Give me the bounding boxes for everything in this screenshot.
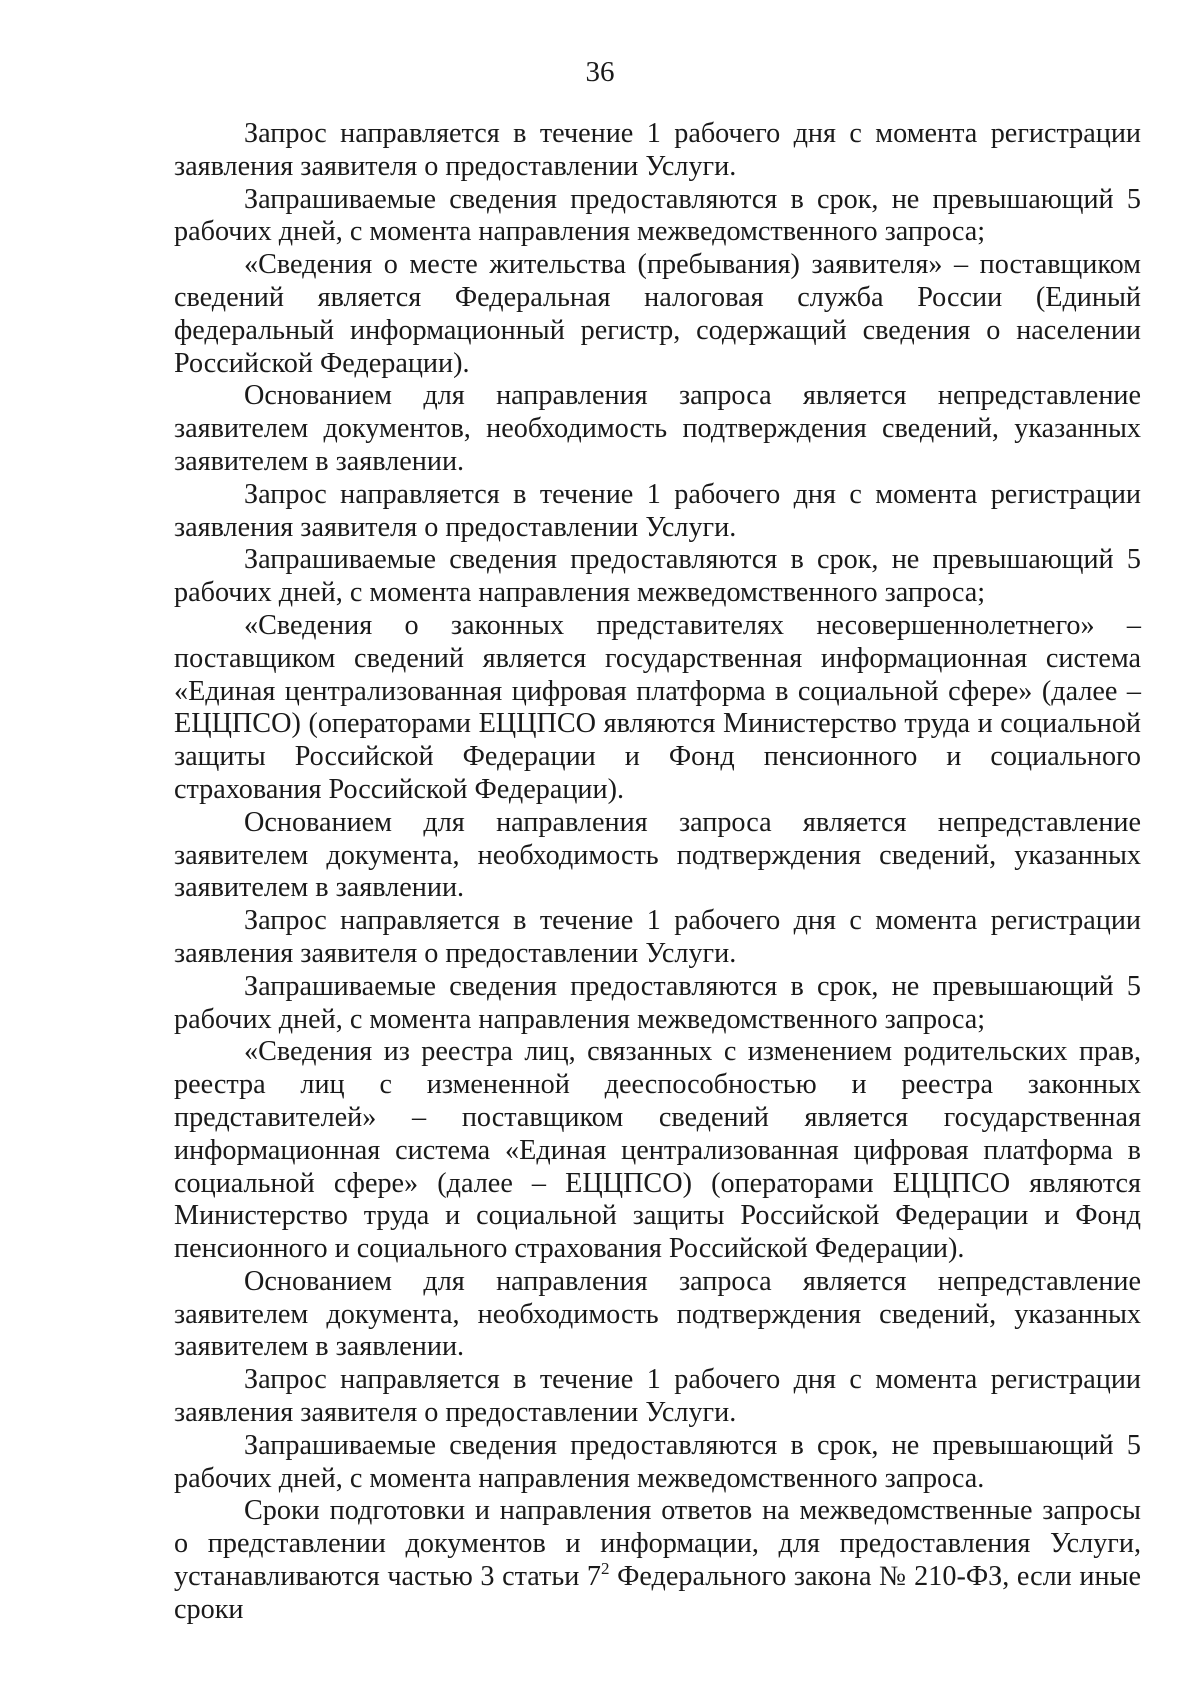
paragraph-last bbox=[174, 1495, 1141, 1626]
paragraph: Запрос направляется в течение 1 рабочего дня с момента регистрации заявления заявителя о предоставлении Услуги. bbox=[174, 905, 1141, 969]
paragraph: Запрашиваемые сведения предоставляются в срок, не превышающий 5 рабочих дней, с момента направления межведомственного запроса; bbox=[174, 183, 1141, 248]
body-text bbox=[174, 118, 1141, 1627]
paragraph-text: Федерального закона № 210-ФЗ, если иные сроки bbox=[174, 1561, 1141, 1625]
paragraph: Основанием для направления запроса является непредставление заявителем документов, необходимость подтверждения сведений, указанных заявителем в заявлении. bbox=[174, 380, 1141, 477]
paragraph: Запрос направляется в течение 1 рабочего дня с момента регистрации заявления заявителя о предоставлении Услуги. bbox=[174, 1364, 1141, 1429]
paragraph: «Сведения о законных представителях несовершеннолетнего» – поставщиком сведений является государственная информационная система «Единая централизованная цифровая платформа в социальной сфере» (далее – ЕЦЦПСО) (операторами ЕЦЦПСО являются Министерство труда и социальной защиты Российской Федерации и Фонд пенсионного и социального страхования Российской Федерации). bbox=[174, 609, 1141, 805]
paragraph: «Сведения из реестра лиц, связанных с изменением родительских прав, реестра лиц с измененной дееспособностью и реестра законных представителей» – поставщиком сведений является государственная информационная система «Единая централизованная цифровая платформа в социальной сфере» (далее – ЕЦЦПСО) (операторами ЕЦЦПСО являются Министерство труда и социальной защиты Российской Федерации и Фонд пенсионного и социального страхования Российской Федерации). bbox=[174, 1036, 1141, 1265]
paragraph: Запрашиваемые сведения предоставляются в срок, не превышающий 5 рабочих дней, с момента направления межведомственного запроса; bbox=[174, 970, 1141, 1035]
paragraph: Основанием для направления запроса является непредставление заявителем документа, необходимость подтверждения сведений, указанных заявителем в заявлении. bbox=[174, 806, 1141, 904]
paragraph: «Сведения о месте жительства (пребывания) заявителя» – поставщиком сведений является Федеральная налоговая служба России (Единый федеральный информационный регистр, содержащий сведения о населении Российской Федерации). bbox=[174, 249, 1141, 379]
paragraph: Запрашиваемые сведения предоставляются в срок, не превышающий 5 рабочих дней, с момента направления межведомственного запроса; bbox=[174, 544, 1141, 609]
page-number: 36 bbox=[585, 56, 615, 88]
superscript: 2 bbox=[601, 1559, 610, 1579]
paragraph: Запрашиваемые сведения предоставляются в срок, не превышающий 5 рабочих дней, с момента направления межведомственного запроса. bbox=[174, 1429, 1141, 1494]
paragraph: Основанием для направления запроса является непредставление заявителем документа, необходимость подтверждения сведений, указанных заявителем в заявлении. bbox=[174, 1265, 1141, 1363]
paragraph: Запрос направляется в течение 1 рабочего дня с момента регистрации заявления заявителя о предоставлении Услуги. bbox=[174, 478, 1141, 543]
paragraph: Запрос направляется в течение 1 рабочего дня с момента регистрации заявления заявителя о предоставлении Услуги. bbox=[174, 118, 1141, 182]
paragraph-text: Сроки подготовки и направления ответов на межведомственные запросы о представлении документов и информации, для предоставления Услуги, устанавливаются частью 3 статьи 7 bbox=[174, 1495, 1141, 1593]
